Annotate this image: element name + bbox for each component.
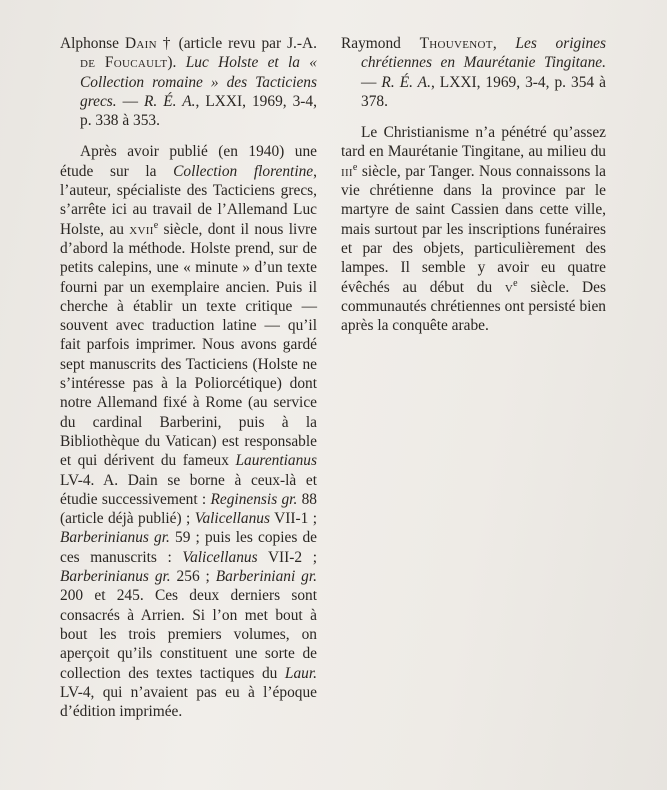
text-run: Valicellanus — [194, 510, 270, 528]
text-run: 256 ; — [170, 568, 216, 586]
text-run: Collection florentine — [173, 162, 314, 180]
author-surname: Thouvenot — [419, 35, 493, 52]
article-title: Les origines chrétiennes en Maurétanie Tingitane. — [361, 35, 606, 72]
text-run: iii — [341, 162, 353, 180]
text-run: Laur. — [284, 664, 317, 682]
author-firstname: Alphonse — [60, 35, 125, 52]
text-run: Valicellanus — [182, 548, 258, 566]
text-run: VII-1 ; — [269, 510, 317, 528]
review-body — [341, 123, 606, 335]
bibliographic-reference — [60, 34, 317, 130]
reference-text: — — [361, 73, 382, 91]
journal-name: R. É. A. — [144, 92, 196, 110]
text-run: 200 et 245. Ces deux derniers sont consacrés à Arrien. Si l’on met bout à bout les trois premiers volumes, on aperçoit qu’ils constituent une sorte de collection des textes tactiques du — [60, 587, 317, 682]
author-surname: Dain — [124, 35, 157, 52]
text-run: , l’auteur, spécialiste des Tacticiens grecs, s’arrête ici au travail de l’Allemand Luc Holste, au — [60, 162, 317, 238]
reference-details: , LXXI, 1969, 3-4, p. 338 à 353. — [80, 92, 317, 130]
text-run: e — [352, 161, 358, 173]
reference-text: — — [116, 92, 145, 110]
author-firstname: Raymond — [341, 35, 420, 52]
text-run: Laurentianus — [235, 452, 317, 470]
text-run: v — [504, 278, 514, 296]
text-run: Reginensis gr. — [210, 490, 298, 508]
text-run: 88 (article déjà publié) ; — [60, 490, 317, 528]
text-run: siècle, par Tanger. Nous connaissons la vie chrétienne dans la province par le martyre de saint Cassien dans cette ville, mais surtout par les inscriptions funéraires et par des objets, particulièrement des lampes. Il semble y avoir eu quatre évêchés au début du — [341, 162, 606, 296]
text-run: xvii — [129, 220, 154, 238]
review-body — [60, 142, 317, 721]
article-title: Luc Holste et la « Collection romaine » des Tacticiens grecs. — [80, 54, 317, 110]
reference-details: , LXXI, 1969, 3-4, p. 354 à 378. — [361, 73, 606, 110]
text-run: siècle, dont il nous livre d’abord la méthode. Holste prend, sur de petits calepins, une « minute » d’un texte fourni par un exemplaire ancien. Puis il cherche à établir un texte critique — souvent avec traduction latine — qu’il fait parfois imprimer. Nous avons gardé sept manuscrits des Tacticiens (Holste ne s’intéresse pas à la Poliorcétique) dont notre Allemand fixé à Rome (au service du cardinal Barberini, puis à la Bibliothèque du Vatican) est responsable et qui dérivent du fameux — [60, 220, 317, 470]
text-run: Le Christianisme n’a pénétré qu’assez tard en Maurétanie Tingitane, au milieu du — [341, 124, 606, 161]
text-run: Après avoir publié (en 1940) une étude sur la — [60, 143, 317, 180]
journal-name: R. É. A. — [381, 73, 431, 91]
text-run: Barberinianus gr. — [60, 529, 170, 547]
bibliographic-reference — [341, 34, 606, 111]
reviser-surname: de Foucault — [80, 54, 168, 72]
reference-text: ). — [167, 54, 186, 72]
text-run: e — [513, 277, 518, 289]
text-run: e — [153, 219, 159, 231]
reference-text: † (article revu par J.-A. — [156, 35, 317, 52]
text-run: siècle. Des communautés chrétiennes ont persisté bien après la conquête arabe. — [341, 278, 606, 335]
text-run: LV-4, qui n’avaient pas eu à l’époque d’édition imprimée. — [60, 683, 317, 721]
text-run: Barberiniani gr. — [215, 568, 317, 586]
left-column — [60, 34, 317, 721]
text-run: 59 ; puis les copies de ces manuscrits : — [60, 529, 317, 566]
text-run: Barberinianus gr. — [60, 568, 171, 586]
text-run: LV-4. A. Dain se borne à ceux-là et étudie successivement : — [60, 471, 317, 508]
right-column — [341, 34, 606, 335]
reference-text: , — [492, 35, 516, 52]
text-run: VII-2 ; — [257, 548, 317, 566]
